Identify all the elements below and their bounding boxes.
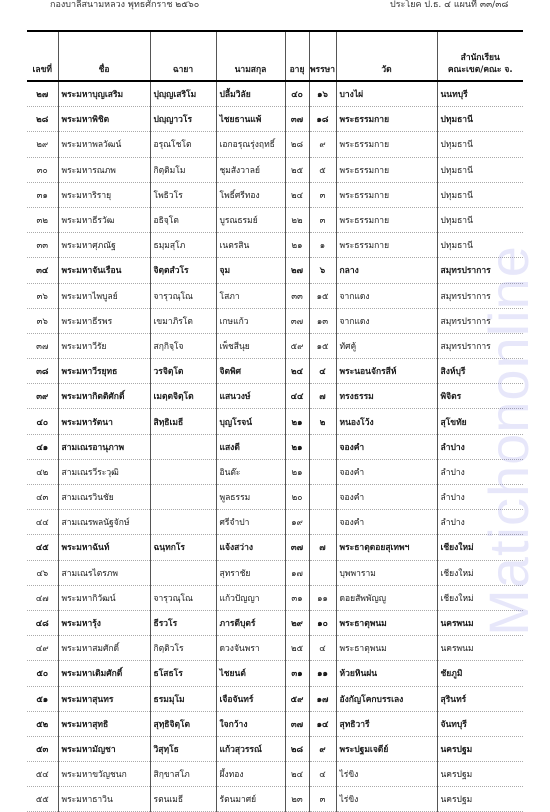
header-right: ประโยค ป.ธ. ๔ แผนที่ ๓๓/๓๘ <box>390 0 509 10</box>
cell-surname: แสนวงษ์ <box>216 384 285 409</box>
cell-school: เชียงใหม่ <box>437 560 523 585</box>
cell-no: ๒๙ <box>27 132 58 157</box>
cell-surname: ชุมสังวาลย์ <box>216 157 285 182</box>
cell-name: พระมหาสุนทร <box>58 686 150 711</box>
cell-age: ๒๑ <box>285 434 309 459</box>
cell-pansa: ๑๖ <box>309 81 336 107</box>
table-row <box>27 233 523 258</box>
cell-pansa <box>309 510 336 535</box>
cell-no: ๓๒ <box>27 207 58 232</box>
cell-no: ๕๑ <box>27 686 58 711</box>
col-school-title: สำนักเรียน <box>460 53 500 63</box>
cell-wat: ห้วยหินฝน <box>336 661 437 686</box>
cell-name: พระมหาวีรยุทธ <box>58 359 150 384</box>
cell-chaya: ธีรวโร <box>150 610 216 635</box>
cell-surname: เกษแก้ว <box>216 308 285 333</box>
header-left: กองบาลีสนามหลวง พุทธศักราช ๒๕๖๐ <box>50 0 200 10</box>
cell-age: ๑๙ <box>285 510 309 535</box>
cell-chaya: ปญฺญาวโร <box>150 107 216 132</box>
cell-pansa <box>309 434 336 459</box>
cell-pansa: ๙ <box>309 736 336 761</box>
cell-no: ๔๒ <box>27 459 58 484</box>
cell-no: ๓๘ <box>27 359 58 384</box>
cell-age: ๒๘ <box>285 132 309 157</box>
col-age: อายุ <box>285 31 309 81</box>
cell-name: พระมหาธีรพร <box>58 308 150 333</box>
cell-name: พระมหามัญชา <box>58 736 150 761</box>
col-surname: นามสกุล <box>216 31 285 81</box>
cell-chaya <box>150 485 216 510</box>
cell-surname: ภารดีบุตร์ <box>216 610 285 635</box>
cell-wat: บางไผ่ <box>336 81 437 107</box>
cell-surname: ศรีจำปา <box>216 510 285 535</box>
cell-school: สุโขทัย <box>437 409 523 434</box>
cell-surname: อินต๊ะ <box>216 459 285 484</box>
cell-age: ๓๓ <box>285 283 309 308</box>
cell-name: พระมหาศุภณัฐ <box>58 233 150 258</box>
cell-pansa: ๑๓ <box>309 308 336 333</box>
cell-wat: พระธาตุพนม <box>336 610 437 635</box>
cell-pansa: ๑๗ <box>309 686 336 711</box>
cell-school: ลำปาง <box>437 510 523 535</box>
cell-surname: โสภา <box>216 283 285 308</box>
cell-no: ๔๗ <box>27 585 58 610</box>
table-row <box>27 636 523 661</box>
cell-school: ปทุมธานี <box>437 207 523 232</box>
cell-school: ชัยภูมิ <box>437 661 523 686</box>
cell-name: พระมหารุ้ง <box>58 610 150 635</box>
cell-age: ๒๙ <box>285 610 309 635</box>
cell-school: สุรินทร์ <box>437 686 523 711</box>
cell-school: นครปฐม <box>437 787 523 812</box>
cell-name: พระมหาสุทธิ <box>58 711 150 736</box>
cell-no: ๕๔ <box>27 762 58 787</box>
cell-chaya: จิตฺตสํวโร <box>150 258 216 283</box>
cell-age: ๓๑ <box>285 661 309 686</box>
cell-no: ๔๔ <box>27 510 58 535</box>
cell-pansa: ๑๑ <box>309 585 336 610</box>
cell-surname: แก้วสุวรรณ์ <box>216 736 285 761</box>
cell-surname: แสงดี <box>216 434 285 459</box>
table-row <box>27 258 523 283</box>
cell-age: ๓๗ <box>285 308 309 333</box>
col-school <box>437 31 523 81</box>
cell-age: ๕๙ <box>285 686 309 711</box>
cell-age: ๔๔ <box>285 384 309 409</box>
cell-wat: สุทธิวารี <box>336 711 437 736</box>
cell-surname: เจือจันทร์ <box>216 686 285 711</box>
cell-surname: ดวงจันพรา <box>216 636 285 661</box>
cell-name: พระมหาจันเรือน <box>58 258 150 283</box>
cell-surname: พูลธรรม <box>216 485 285 510</box>
cell-no: ๓๖ <box>27 308 58 333</box>
cell-school: พิจิตร <box>437 384 523 409</box>
cell-pansa: ๒ <box>309 409 336 434</box>
cell-pansa <box>309 560 336 585</box>
table-row <box>27 510 523 535</box>
table-body <box>27 81 523 812</box>
cell-surname: สุทราชัย <box>216 560 285 585</box>
table-row <box>27 661 523 686</box>
cell-pansa: ๙ <box>309 132 336 157</box>
cell-school: ลำปาง <box>437 485 523 510</box>
table-row <box>27 132 523 157</box>
cell-no: ๓๑ <box>27 182 58 207</box>
table-row <box>27 409 523 434</box>
cell-chaya: สกฺกิจฺโจ <box>150 333 216 358</box>
cell-wat: บุพพาราม <box>336 560 437 585</box>
cell-age: ๓๗ <box>285 535 309 560</box>
cell-wat: ไร่ขิง <box>336 787 437 812</box>
table-row <box>27 283 523 308</box>
col-chaya: ฉายา <box>150 31 216 81</box>
cell-chaya: อธิจฺโต <box>150 207 216 232</box>
page-header <box>0 0 550 16</box>
cell-pansa: ๑๐ <box>309 610 336 635</box>
cell-chaya <box>150 510 216 535</box>
table-row <box>27 686 523 711</box>
cell-pansa: ๓ <box>309 207 336 232</box>
col-wat: วัด <box>336 31 437 81</box>
cell-name: พระมหาบุญเสริม <box>58 81 150 107</box>
cell-age: ๒๘ <box>285 736 309 761</box>
cell-wat: จากแดง <box>336 308 437 333</box>
cell-surname: แจ้งสว่าง <box>216 535 285 560</box>
cell-school: สมุทรปราการ <box>437 258 523 283</box>
cell-pansa: ๔ <box>309 636 336 661</box>
cell-pansa <box>309 459 336 484</box>
table-row <box>27 610 523 635</box>
table-row <box>27 787 523 812</box>
cell-name: พระมหากิตติศักดิ์ <box>58 384 150 409</box>
cell-chaya: เมตฺตจิตฺโต <box>150 384 216 409</box>
cell-name: พระมหาพิชิต <box>58 107 150 132</box>
cell-school: ลำปาง <box>437 459 523 484</box>
cell-school: ปทุมธานี <box>437 132 523 157</box>
cell-name: พระมหารัตนา <box>58 409 150 434</box>
cell-age: ๒๕ <box>285 157 309 182</box>
cell-chaya: จารุวณฺโณ <box>150 585 216 610</box>
cell-surname: เพ็ชสีนุย <box>216 333 285 358</box>
cell-age: ๒๔ <box>285 359 309 384</box>
cell-school: นครพนม <box>437 636 523 661</box>
table-header-row <box>27 31 523 81</box>
col-pansa: พรรษา <box>309 31 336 81</box>
cell-pansa: ๑๘ <box>309 107 336 132</box>
cell-age: ๒๔ <box>285 182 309 207</box>
cell-no: ๓๗ <box>27 333 58 358</box>
table-row <box>27 384 523 409</box>
cell-school: สมุทรปราการ <box>437 308 523 333</box>
cell-wat: ดอยสัพพัญญู <box>336 585 437 610</box>
cell-no: ๓๐ <box>27 157 58 182</box>
cell-no: ๔๘ <box>27 610 58 635</box>
cell-pansa: ๖ <box>309 258 336 283</box>
cell-pansa: ๗ <box>309 535 336 560</box>
cell-name: พระมหาสมศักดิ์ <box>58 636 150 661</box>
table-row <box>27 736 523 761</box>
cell-name: สามเณรไตรภพ <box>58 560 150 585</box>
cell-school: จันทบุรี <box>437 711 523 736</box>
cell-name: สามเณรอานุภาพ <box>58 434 150 459</box>
table-row <box>27 107 523 132</box>
table-row <box>27 182 523 207</box>
cell-age: ๒๒ <box>285 207 309 232</box>
cell-no: ๓๖ <box>27 283 58 308</box>
col-name: ชื่อ <box>58 31 150 81</box>
cell-age: ๓๑ <box>285 585 309 610</box>
cell-wat: จองคำ <box>336 510 437 535</box>
cell-school: เชียงใหม่ <box>437 535 523 560</box>
cell-chaya: ฉนฺทกโร <box>150 535 216 560</box>
cell-wat: ทรงธรรม <box>336 384 437 409</box>
cell-school: เชียงใหม่ <box>437 585 523 610</box>
cell-no: ๔๖ <box>27 560 58 585</box>
cell-surname: โพธิ์ศรีทอง <box>216 182 285 207</box>
cell-no: ๓๙ <box>27 384 58 409</box>
cell-name: พระมหาธาวิน <box>58 787 150 812</box>
cell-chaya: วรจิตฺโต <box>150 359 216 384</box>
cell-chaya <box>150 560 216 585</box>
table-row <box>27 459 523 484</box>
watermark-text: Matichononline <box>476 244 540 636</box>
table-row <box>27 308 523 333</box>
cell-age: ๒๑ <box>285 409 309 434</box>
cell-wat: พระธรรมกาย <box>336 207 437 232</box>
cell-wat: จองคำ <box>336 459 437 484</box>
cell-wat: พระนอนจักรสีห์ <box>336 359 437 384</box>
cell-pansa: ๑ <box>309 233 336 258</box>
cell-wat: หนองโว้ง <box>336 409 437 434</box>
cell-chaya: รตนเมธี <box>150 787 216 812</box>
cell-wat: พระธรรมกาย <box>336 157 437 182</box>
cell-pansa: ๗ <box>309 384 336 409</box>
cell-surname: แก้วปัญญา <box>216 585 285 610</box>
table-row <box>27 359 523 384</box>
cell-age: ๒๗ <box>285 258 309 283</box>
cell-no: ๔๕ <box>27 535 58 560</box>
cell-age: ๑๗ <box>285 560 309 585</box>
cell-wat: พระปฐมเจดีย์ <box>336 736 437 761</box>
cell-chaya: กิตฺติมโม <box>150 157 216 182</box>
cell-chaya: อรุณโชโต <box>150 132 216 157</box>
cell-school: ปทุมธานี <box>437 233 523 258</box>
cell-name: พระมหากิวัฒน์ <box>58 585 150 610</box>
cell-chaya <box>150 459 216 484</box>
cell-age: ๒๓ <box>285 787 309 812</box>
cell-name: พระมหาฉันท์ <box>58 535 150 560</box>
cell-name: พระมหาไพบูลย์ <box>58 283 150 308</box>
cell-chaya: วิสุทฺโธ <box>150 736 216 761</box>
cell-name: พระมหาริรายุ <box>58 182 150 207</box>
cell-age: ๒๕ <box>285 636 309 661</box>
col-no: เลขที่ <box>27 31 58 81</box>
cell-wat: จองคำ <box>336 434 437 459</box>
cell-name: พระมหาธีรวัฒ <box>58 207 150 232</box>
cell-wat: กลาง <box>336 258 437 283</box>
cell-wat: จองคำ <box>336 485 437 510</box>
cell-surname: ไชยนต์ <box>216 661 285 686</box>
cell-school: สิงห์บุรี <box>437 359 523 384</box>
cell-wat: พระธรรมกาย <box>336 182 437 207</box>
cell-no: ๔๙ <box>27 636 58 661</box>
cell-pansa: ๑๕ <box>309 333 336 358</box>
cell-school: ปทุมธานี <box>437 107 523 132</box>
cell-wat: อังกัญโคกบรรเลง <box>336 686 437 711</box>
cell-surname: จิตพิศ <box>216 359 285 384</box>
table-row <box>27 157 523 182</box>
cell-school: นครปฐม <box>437 736 523 761</box>
cell-pansa: ๔ <box>309 359 336 384</box>
cell-pansa: ๑๔ <box>309 711 336 736</box>
cell-no: ๓๔ <box>27 258 58 283</box>
cell-chaya: สิทฺธิเมธี <box>150 409 216 434</box>
cell-pansa <box>309 485 336 510</box>
cell-chaya: ปุญฺญเสริโม <box>150 81 216 107</box>
cell-surname: ใจกว้าง <box>216 711 285 736</box>
table-row <box>27 535 523 560</box>
cell-chaya <box>150 434 216 459</box>
table-row <box>27 762 523 787</box>
cell-no: ๔๑ <box>27 434 58 459</box>
cell-no: ๔๐ <box>27 409 58 434</box>
cell-chaya: โพธิวโร <box>150 182 216 207</box>
table-row <box>27 485 523 510</box>
cell-school: สมุทรปราการ <box>437 283 523 308</box>
cell-age: ๒๔ <box>285 762 309 787</box>
cell-school: นนทบุรี <box>437 81 523 107</box>
cell-school: นครพนม <box>437 610 523 635</box>
cell-name: พระมหาเดิมศักดิ์ <box>58 661 150 686</box>
cell-age: ๕๙ <box>285 333 309 358</box>
cell-surname: เนตรสิน <box>216 233 285 258</box>
cell-no: ๓๓ <box>27 233 58 258</box>
cell-wat: พระธาตุดอยสุเทพฯ <box>336 535 437 560</box>
cell-pansa: ๑๕ <box>309 283 336 308</box>
cell-school: นครปฐม <box>437 762 523 787</box>
cell-chaya: เขมาภิรโต <box>150 308 216 333</box>
cell-chaya: จารุวณฺโณ <box>150 283 216 308</box>
cell-no: ๕๐ <box>27 661 58 686</box>
cell-chaya: สุทฺธิจิตฺโต <box>150 711 216 736</box>
table-row <box>27 207 523 232</box>
cell-age: ๒๑ <box>285 459 309 484</box>
cell-wat: ไร่ขิง <box>336 762 437 787</box>
cell-wat: ทัศคู้ <box>336 333 437 358</box>
cell-surname: ผึ้งทอง <box>216 762 285 787</box>
cell-wat: จากแดง <box>336 283 437 308</box>
cell-surname: รัตนมาศย์ <box>216 787 285 812</box>
col-school-sub: คณะเขต/คณะ จ. <box>447 65 513 75</box>
cell-surname: เอกอรุณรุ่งฤทธิ์ <box>216 132 285 157</box>
table-row <box>27 711 523 736</box>
results-table <box>27 30 523 812</box>
cell-name: พระมหารณภพ <box>58 157 150 182</box>
cell-pansa: ๓ <box>309 182 336 207</box>
cell-pansa: ๕ <box>309 157 336 182</box>
cell-name: พระมหาขวัญชนก <box>58 762 150 787</box>
cell-chaya: กิตฺติวโร <box>150 636 216 661</box>
table-row <box>27 560 523 585</box>
table-row <box>27 81 523 107</box>
cell-chaya: ธโสธโร <box>150 661 216 686</box>
cell-surname: บุญโรจน์ <box>216 409 285 434</box>
cell-no: ๒๗ <box>27 81 58 107</box>
table-row <box>27 434 523 459</box>
cell-chaya: ธมฺมสุโภ <box>150 233 216 258</box>
cell-no: ๕๓ <box>27 736 58 761</box>
cell-school: ลำปาง <box>437 434 523 459</box>
cell-wat: พระธรรมกาย <box>336 107 437 132</box>
cell-no: ๔๓ <box>27 485 58 510</box>
cell-age: ๓๗ <box>285 711 309 736</box>
cell-surname: ปลื้มวิลัย <box>216 81 285 107</box>
cell-age: ๒๑ <box>285 233 309 258</box>
cell-name: พระมหาวีรัย <box>58 333 150 358</box>
cell-chaya: ธรมมุโม <box>150 686 216 711</box>
cell-chaya: สิกฺขาสโภ <box>150 762 216 787</box>
cell-age: ๓๗ <box>285 107 309 132</box>
cell-age: ๔๐ <box>285 81 309 107</box>
cell-no: ๕๒ <box>27 711 58 736</box>
cell-surname: บูรณธรมย์ <box>216 207 285 232</box>
cell-wat: พระธรรมกาย <box>336 132 437 157</box>
cell-school: สมุทรปราการ <box>437 333 523 358</box>
cell-wat: พระธาตุพนม <box>336 636 437 661</box>
table-row <box>27 585 523 610</box>
cell-name: สามเณรวินชัย <box>58 485 150 510</box>
cell-age: ๒๐ <box>285 485 309 510</box>
cell-pansa: ๑๑ <box>309 661 336 686</box>
cell-pansa: ๓ <box>309 787 336 812</box>
cell-school: ปทุมธานี <box>437 157 523 182</box>
cell-name: พระมหาพลวัฒน์ <box>58 132 150 157</box>
cell-no: ๕๕ <box>27 787 58 812</box>
cell-surname: ไชยธานแพ้ <box>216 107 285 132</box>
cell-pansa: ๔ <box>309 762 336 787</box>
table-row <box>27 333 523 358</box>
cell-surname: จุม <box>216 258 285 283</box>
cell-school: ปทุมธานี <box>437 182 523 207</box>
cell-no: ๒๘ <box>27 107 58 132</box>
cell-name: สามเณรพลนัฐจักษ์ <box>58 510 150 535</box>
cell-name: สามเณรวีระวุฒิ <box>58 459 150 484</box>
cell-wat: พระธรรมกาย <box>336 233 437 258</box>
